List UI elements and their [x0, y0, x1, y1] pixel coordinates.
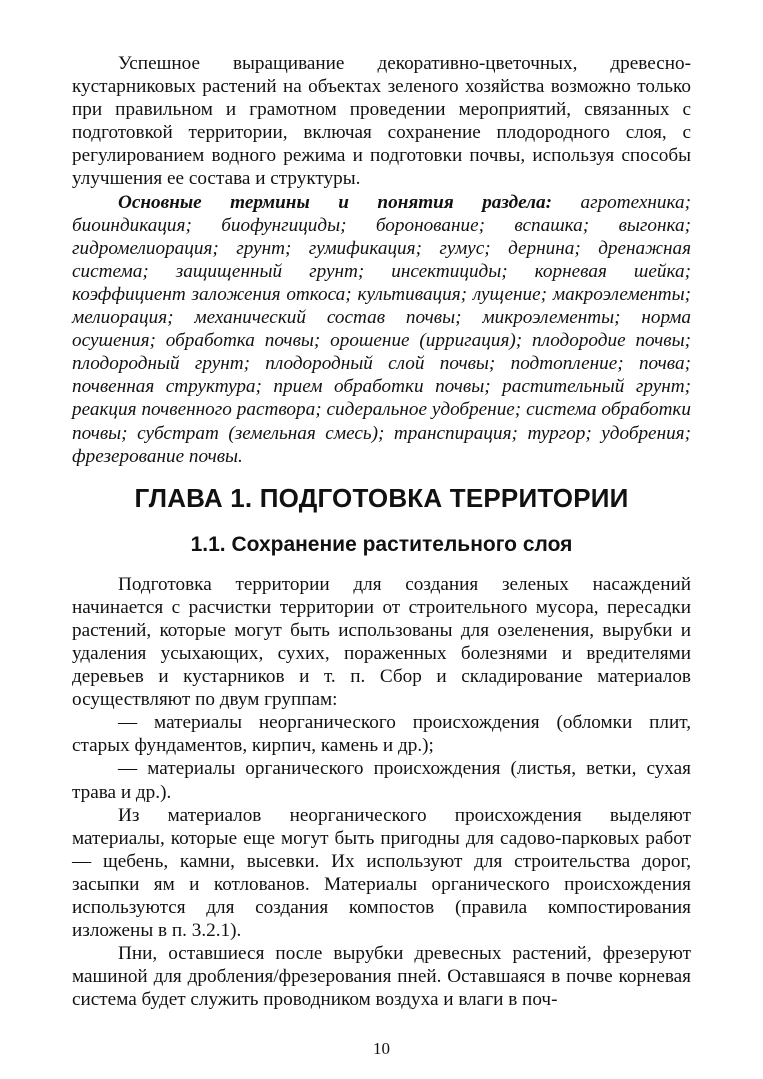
document-page — [72, 52, 691, 1011]
list-item-inorganic: — материалы неорганического происхождения (обломки плит, старых фундаментов, кирпич, камень и др.); — [72, 712, 691, 757]
body-paragraph-3: Пни, оставшиеся после вырубки древесных растений, фрезеруют машиной для дробления/фрезерования пней. Оставшаяся в почве корневая система будет служить проводником воздуха и влаги в поч- — [72, 943, 691, 1011]
section-title: 1.1. Сохранение растительного слоя — [190, 532, 573, 556]
key-terms-lead: Основные термины и понятия раздела: — [118, 191, 553, 213]
list-item-organic: — материалы органического происхождения (листья, ветки, сухая трава и др.). — [72, 758, 691, 803]
body-paragraph-1: Подготовка территории для создания зеленых насаждений начинается с расчистки территории от строительного мусора, пересадки растений, которые могут быть использованы для озеленения, вырубки и удаления усыхающих, сухих, пораженных болезнями и вредителями деревьев и кустарников и т. п. Сбор и складирование материалов осуществляют по двум группам: — [72, 573, 691, 711]
intro-paragraph: Успешное выращивание декоративно-цветочных, древесно-кустарниковых растений на объектах зеленого хозяйства возможно только при правильном и грамотном проведении мероприятий, связанных с подготовкой территории, включая сохранение плодородного слоя, с регулированием водного режима и подготовки почвы, используя способы улучшения ее состава и структуры. — [72, 53, 691, 190]
body-paragraph-2: Из материалов неорганического происхождения выделяют материалы, которые еще могут быть пригодны для садово-парковых работ — щебень, камни, высевки. Их используют для строительства дорог, засыпки ям и котлованов. Материалы органического происхождения используются для создания компостов (правила компостирования изложены в п. 3.2.1). — [72, 804, 691, 942]
key-terms-list: агротехника; биоиндикация; биофунгициды; боронование; вспашка; выгонка; гидромелиорация; грунт; гумификация; гумус; дернина; дренажная система; защищенный грунт; инсектициды; корневая шейка; коэффициент заложения откоса; культивация; лущение; макроэлементы; мелиорация; механический состав почвы; микроэлементы; норма осушения; обработка почвы; орошение (ирригация); плодородие почвы; плодородный грунт; плодородный слой почвы; подтопление; почва; почвенная структура; прием обработки почвы; растительный грунт; реакция почвенного раствора; сидеральное удобрение; система обработки почвы; субстрат (земельная смесь); транспирация; тургор; удобрения; фрезерование почвы. — [72, 191, 692, 467]
page-number: 10 — [373, 1039, 390, 1058]
chapter-title: ГЛАВА 1. ПОДГОТОВКА ТЕРРИТОРИИ — [134, 482, 629, 513]
key-terms-paragraph — [72, 191, 691, 468]
